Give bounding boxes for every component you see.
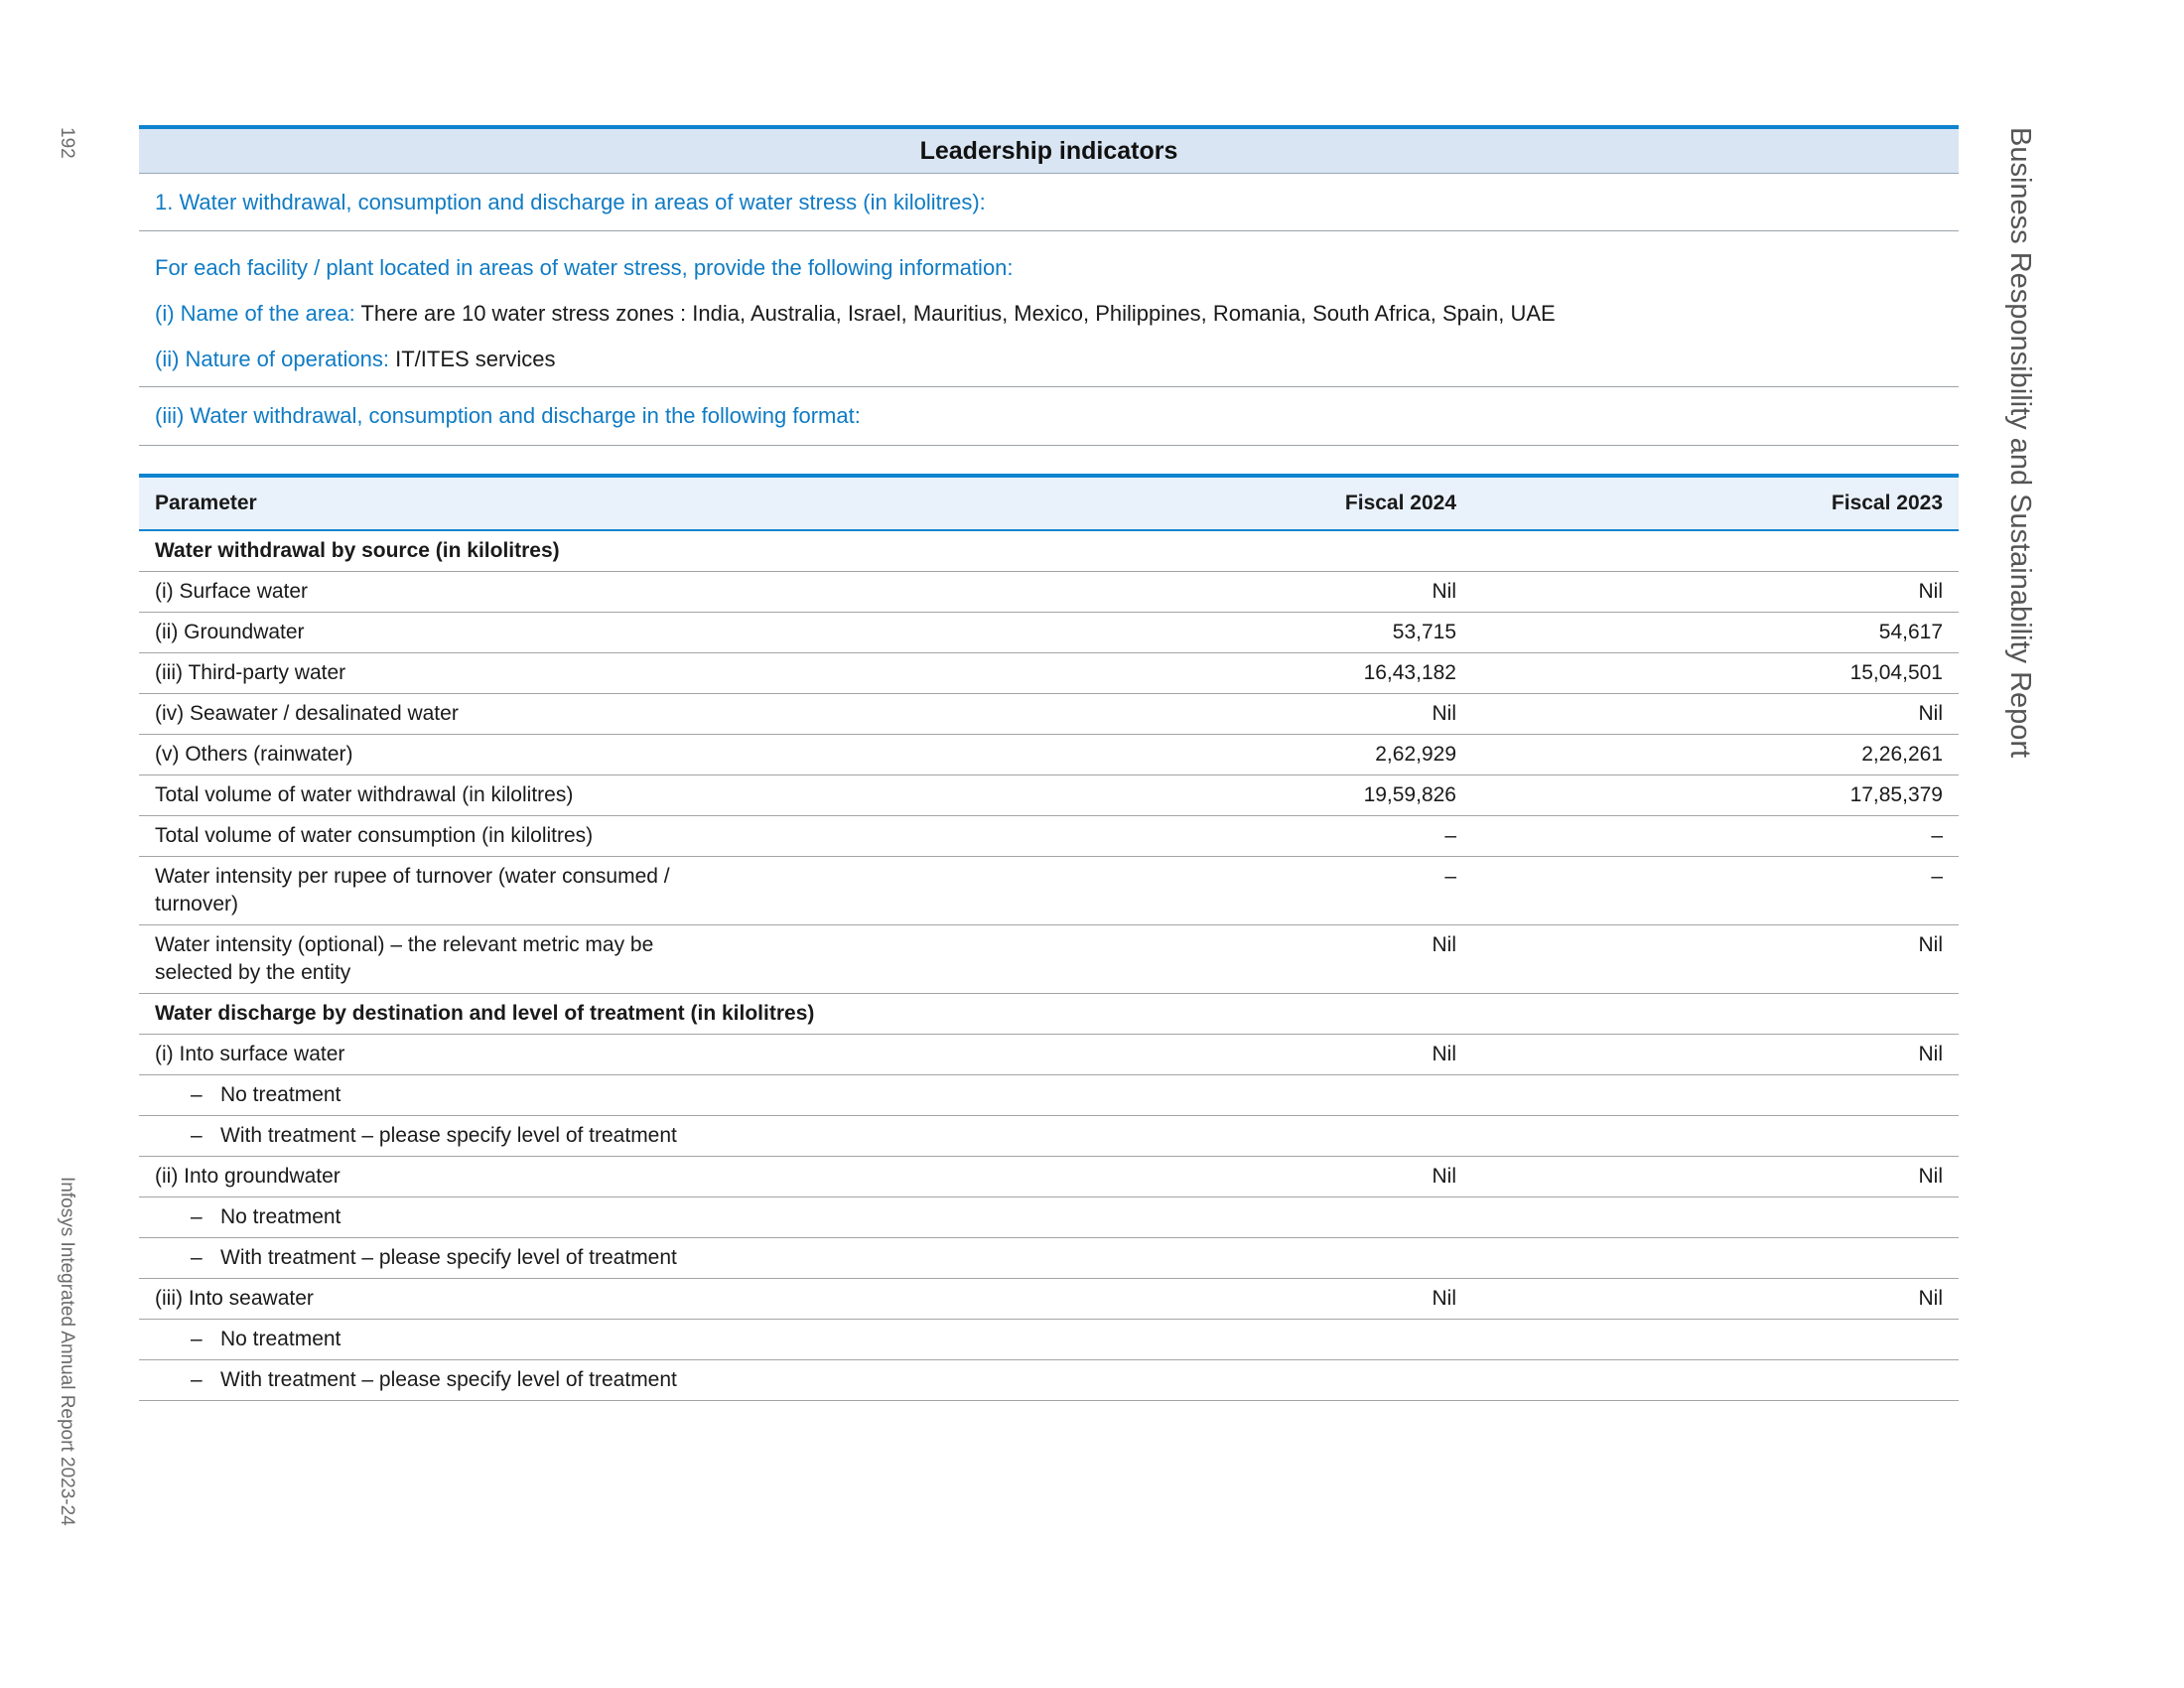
parameter-label: (iii) Into seawater	[155, 1287, 314, 1310]
area-line	[155, 291, 1943, 337]
parameter-cell	[139, 1197, 933, 1238]
parameter-label: (v) Others (rainwater)	[155, 743, 353, 766]
parameter-cell	[139, 1320, 933, 1360]
fiscal-2024-value	[933, 1116, 1472, 1157]
parameter-cell	[139, 735, 933, 775]
table-row	[139, 694, 1959, 735]
fiscal-2024-value: 19,59,826	[933, 775, 1472, 816]
fiscal-2023-value: –	[1472, 857, 1959, 925]
table-row	[139, 1197, 1959, 1238]
operations-label: (ii) Nature of operations:	[155, 347, 389, 371]
table-row	[139, 775, 1959, 816]
fiscal-2023-value: Nil	[1472, 1035, 1959, 1075]
parameter-label: Water intensity (optional) – the relevant metric may be selected by the entity	[155, 933, 654, 984]
parameter-label: Water withdrawal by source (in kilolitres)	[155, 539, 560, 562]
parameter-label: No treatment	[220, 1205, 341, 1228]
fiscal-2023-value	[1472, 1075, 1959, 1116]
parameter-label: Water discharge by destination and level of treatment (in kilolitres)	[155, 1002, 815, 1025]
parameter-label: (ii) Groundwater	[155, 621, 305, 643]
fiscal-2023-value: 17,85,379	[1472, 775, 1959, 816]
fiscal-2023-value	[1472, 1320, 1959, 1360]
leadership-indicators-panel	[139, 125, 1959, 446]
fiscal-2024-value: 53,715	[933, 613, 1472, 653]
parameter-cell	[139, 572, 933, 613]
fiscal-2024-value: Nil	[933, 694, 1472, 735]
parameter-cell	[139, 1238, 933, 1279]
parameter-label: With treatment – please specify level of treatment	[220, 1368, 677, 1391]
fiscal-2024-value: 2,62,929	[933, 735, 1472, 775]
fiscal-2024-value: Nil	[933, 572, 1472, 613]
parameter-label: Total volume of water withdrawal (in kilolitres)	[155, 783, 574, 806]
fiscal-2023-value	[1472, 1238, 1959, 1279]
parameter-cell	[139, 1116, 933, 1157]
question-1	[139, 174, 1959, 231]
parameter-cell	[139, 653, 933, 694]
parameter-label: (iv) Seawater / desalinated water	[155, 702, 459, 725]
parameter-cell	[139, 1279, 933, 1320]
table-row	[139, 653, 1959, 694]
water-table-block	[139, 474, 1959, 1401]
fiscal-2023-value: 2,26,261	[1472, 735, 1959, 775]
fiscal-2024-value: –	[933, 857, 1472, 925]
water-table	[139, 474, 1959, 1401]
fiscal-2024-value	[933, 1320, 1472, 1360]
parameter-cell	[139, 694, 933, 735]
table-row	[139, 925, 1959, 994]
leadership-heading: Leadership indicators	[139, 125, 1959, 174]
header-fiscal-2024: Fiscal 2024	[933, 476, 1472, 530]
fiscal-2023-value: –	[1472, 816, 1959, 857]
section-row	[139, 530, 1959, 572]
section-row	[139, 994, 1959, 1035]
table-row	[139, 857, 1959, 925]
question-1-text: 1. Water withdrawal, consumption and discharge in areas of water stress (in kilolitres):	[155, 190, 986, 214]
parameter-label: No treatment	[220, 1083, 341, 1106]
fiscal-2023-value	[1472, 1360, 1959, 1401]
fiscal-2023-value	[1472, 530, 1959, 572]
parameter-label: (i) Surface water	[155, 580, 309, 603]
table-row	[139, 1279, 1959, 1320]
area-value: There are 10 water stress zones : India, Australia, Israel, Mauritius, Mexico, Philippines, Romania, South Africa, Spain, UAE	[360, 301, 1556, 326]
table-row	[139, 1116, 1959, 1157]
parameter-label: With treatment – please specify level of treatment	[220, 1124, 677, 1147]
dash-bullet: –	[191, 1083, 203, 1106]
header-parameter: Parameter	[139, 476, 933, 530]
parameter-label: Total volume of water consumption (in kilolitres)	[155, 824, 594, 847]
parameter-cell	[139, 1075, 933, 1116]
table-header-row	[139, 476, 1959, 530]
facility-intro: For each facility / plant located in areas of water stress, provide the following information:	[155, 255, 1014, 280]
format-label: (iii) Water withdrawal, consumption and discharge in the following format:	[155, 403, 861, 428]
parameter-label: (iii) Third-party water	[155, 661, 346, 684]
fiscal-2023-value	[1472, 994, 1959, 1035]
table-row	[139, 816, 1959, 857]
operations-line	[155, 337, 1943, 382]
table-row	[139, 1157, 1959, 1197]
parameter-label: With treatment – please specify level of treatment	[220, 1246, 677, 1269]
table-row	[139, 613, 1959, 653]
operations-value: IT/ITES services	[395, 347, 556, 371]
fiscal-2023-value: 15,04,501	[1472, 653, 1959, 694]
parameter-cell	[139, 1035, 933, 1075]
fiscal-2024-value	[933, 1238, 1472, 1279]
fiscal-2023-value: Nil	[1472, 1157, 1959, 1197]
table-row	[139, 1035, 1959, 1075]
fiscal-2023-value: Nil	[1472, 925, 1959, 994]
fiscal-2024-value	[933, 1360, 1472, 1401]
table-row	[139, 572, 1959, 613]
format-line	[139, 387, 1959, 446]
parameter-label: (i) Into surface water	[155, 1043, 345, 1065]
fiscal-2024-value: Nil	[933, 1279, 1472, 1320]
section-title: Business Responsibility and Sustainability Report	[2004, 127, 2036, 759]
parameter-cell	[139, 775, 933, 816]
fiscal-2023-value	[1472, 1197, 1959, 1238]
parameter-cell	[139, 994, 933, 1035]
fiscal-2024-value	[933, 530, 1472, 572]
parameter-cell	[139, 816, 933, 857]
fiscal-2024-value: Nil	[933, 925, 1472, 994]
parameter-cell	[139, 530, 933, 572]
dash-bullet: –	[191, 1328, 203, 1350]
parameter-cell	[139, 925, 933, 994]
dash-bullet: –	[191, 1124, 203, 1147]
fiscal-2024-value	[933, 1075, 1472, 1116]
table-row	[139, 1360, 1959, 1401]
facility-info	[139, 231, 1959, 387]
parameter-cell	[139, 1157, 933, 1197]
table-row	[139, 1075, 1959, 1116]
page-number: 192	[57, 127, 77, 159]
parameter-label: Water intensity per rupee of turnover (water consumed / turnover)	[155, 865, 670, 915]
fiscal-2023-value	[1472, 1116, 1959, 1157]
parameter-label: (ii) Into groundwater	[155, 1165, 341, 1188]
area-label: (i) Name of the area:	[155, 301, 355, 326]
dash-bullet: –	[191, 1246, 203, 1269]
fiscal-2023-value: Nil	[1472, 572, 1959, 613]
dash-bullet: –	[191, 1368, 203, 1391]
parameter-label: No treatment	[220, 1328, 341, 1350]
fiscal-2024-value	[933, 994, 1472, 1035]
table-row	[139, 1320, 1959, 1360]
parameter-cell	[139, 613, 933, 653]
header-fiscal-2023: Fiscal 2023	[1472, 476, 1959, 530]
fiscal-2023-value: 54,617	[1472, 613, 1959, 653]
fiscal-2024-value: 16,43,182	[933, 653, 1472, 694]
fiscal-2024-value: –	[933, 816, 1472, 857]
parameter-cell	[139, 1360, 933, 1401]
fiscal-2023-value: Nil	[1472, 694, 1959, 735]
parameter-cell	[139, 857, 933, 925]
table-row	[139, 735, 1959, 775]
fiscal-2024-value: Nil	[933, 1157, 1472, 1197]
dash-bullet: –	[191, 1205, 203, 1228]
fiscal-2024-value: Nil	[933, 1035, 1472, 1075]
fiscal-2023-value: Nil	[1472, 1279, 1959, 1320]
fiscal-2024-value	[933, 1197, 1472, 1238]
table-row	[139, 1238, 1959, 1279]
report-name: Infosys Integrated Annual Report 2023-24	[57, 1177, 77, 1526]
